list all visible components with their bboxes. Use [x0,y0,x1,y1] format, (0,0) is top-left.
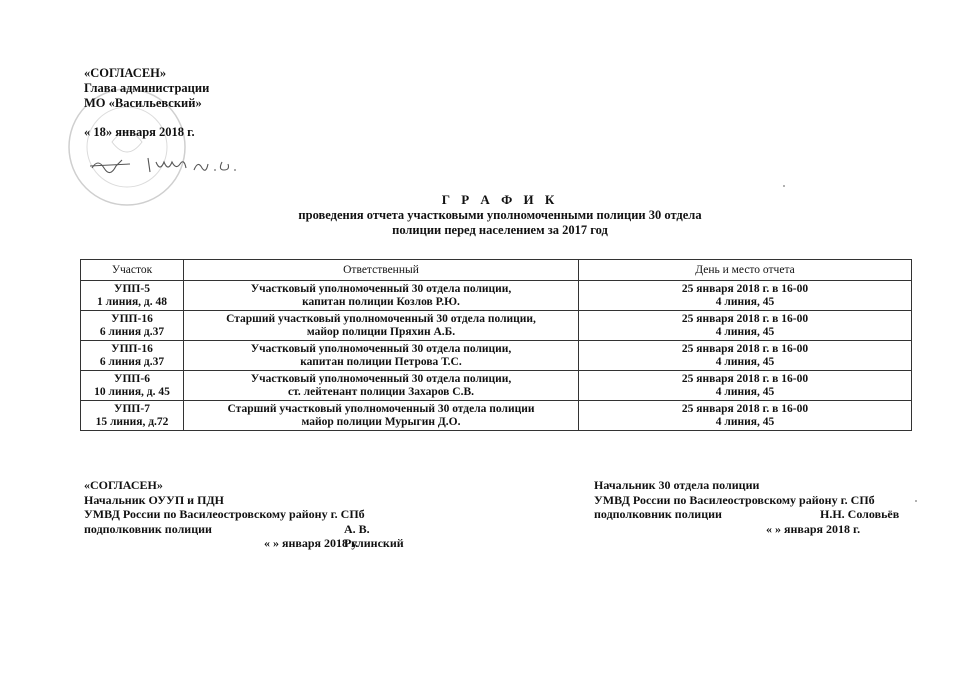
cell-date-place [579,371,912,401]
table-row [81,341,912,371]
header-area: Участок [81,260,184,281]
approval-block-top [84,66,209,140]
cell-date-place [579,401,912,431]
area-code: УПП-16 [111,313,153,325]
cell-date-place [579,341,912,371]
report-date: 25 января 2018 г. в 16-00 [681,313,809,325]
approval-rank: подполковник полиции [84,521,212,536]
report-place: 4 линия, 45 [715,296,775,308]
scan-speck [915,500,917,502]
approval-name: А. В. Рулинский [344,521,404,550]
cell-responsible [184,401,579,431]
report-date: 25 января 2018 г. в 16-00 [681,283,809,295]
approval-rank: подполковник полиции [594,507,722,521]
cell-area [81,281,184,311]
area-address: 1 линия, д. 48 [97,296,167,308]
approval-position: Глава администрации [84,81,210,95]
schedule-table [80,259,912,431]
header-responsible: Ответственный [184,260,579,281]
approval-block-left [84,478,424,551]
responsible-position: Участковый уполномоченный 30 отдела полиции, [250,373,512,385]
table-row [81,371,912,401]
cell-responsible [184,281,579,311]
table-row [81,281,912,311]
responsible-position: Старший участковый уполномоченный 30 отдела полиции, [226,313,536,325]
approval-block-right [594,478,914,536]
report-place: 4 линия, 45 [715,356,775,368]
cell-area [81,341,184,371]
approval-header: «СОГЛАСЕН» [84,478,163,492]
report-date: 25 января 2018 г. в 16-00 [681,343,809,355]
table-header-row [81,260,912,281]
approval-date: « » января 2018 г. [264,536,359,550]
cell-date-place [579,281,912,311]
approval-organization: МО «Васильевский» [84,96,202,110]
document-subtitle-line-1: проведения отчета участковыми уполномоченными полиции 30 отдела [298,208,702,222]
document-title-block [0,192,960,238]
responsible-name: капитан полиции Петрова Т.С. [300,356,462,368]
cell-responsible [184,311,579,341]
responsible-position: Участковый уполномоченный 30 отдела полиции, [250,343,512,355]
report-date: 25 января 2018 г. в 16-00 [681,373,809,385]
approval-date: « 18» января 2018 г. [84,125,195,139]
area-code: УПП-6 [114,373,150,385]
responsible-name: капитан полиции Козлов Р.Ю. [302,296,460,308]
area-code: УПП-5 [114,283,150,295]
area-address: 6 линия д.37 [99,326,165,338]
area-address: 6 линия д.37 [99,356,165,368]
header-date-place: День и место отчета [579,260,912,281]
area-code: УПП-7 [114,403,150,415]
area-address: 15 линия, д.72 [95,416,169,428]
cell-responsible [184,341,579,371]
cell-area [81,311,184,341]
approval-position: Начальник 30 отдела полиции [594,478,760,492]
report-place: 4 линия, 45 [715,416,775,428]
approval-rank-line [594,507,914,522]
cell-area [81,371,184,401]
cell-date-place [579,311,912,341]
responsible-position: Участковый уполномоченный 30 отдела полиции, [250,283,512,295]
cell-area [81,401,184,431]
report-date: 25 января 2018 г. в 16-00 [681,403,809,415]
report-place: 4 линия, 45 [715,326,775,338]
responsible-name: ст. лейтенант полиции Захаров С.В. [288,386,474,398]
approval-organization: УМВД России по Василеостровскому району г. СПб [594,492,875,507]
area-address: 10 линия, д. 45 [94,386,170,398]
table-row [81,311,912,341]
approval-organization: УМВД России по Василеостровскому району г. СПб [84,507,365,521]
responsible-name: майор полиции Пряхин А.Б. [306,326,456,338]
approval-header: «СОГЛАСЕН» [84,66,167,80]
scan-speck [783,185,785,187]
table-row [81,401,912,431]
report-place: 4 линия, 45 [715,386,775,398]
responsible-position: Старший участковый уполномоченный 30 отдела полиции [227,403,535,415]
cell-responsible [184,371,579,401]
area-code: УПП-16 [111,343,153,355]
handwritten-signature [90,154,250,176]
document-title: Г Р А Ф И К [441,192,559,207]
document-subtitle-line-2: полиции перед населением за 2017 год [392,223,608,237]
approval-date: « » января 2018 г. [766,521,861,536]
responsible-name: майор полиции Мурыгин Д.О. [301,416,461,428]
approval-name: Н.Н. Соловьёв [820,507,900,521]
approval-position: Начальник ОУУП и ПДН [84,492,224,507]
